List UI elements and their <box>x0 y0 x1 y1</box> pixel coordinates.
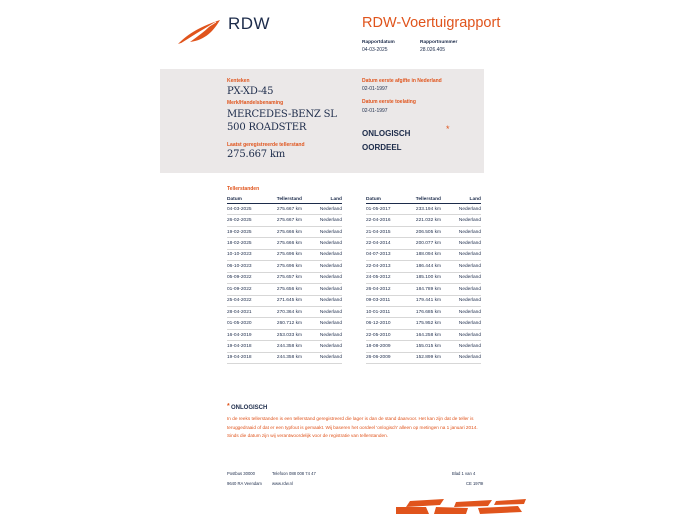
make-line-2: 500 ROADSTER <box>227 122 307 133</box>
cell-odometer: 221.032 km <box>406 215 441 226</box>
report-date-value: 04-03-2025 <box>362 47 388 53</box>
first-admission-label: Datum eerste toelating <box>362 99 416 105</box>
cell-odometer: 260.712 km <box>267 318 302 329</box>
table-row <box>366 215 481 226</box>
table-row <box>227 238 342 249</box>
cell-country: Nederland <box>302 226 342 237</box>
cell-date: 22-04-2014 <box>366 238 406 249</box>
footer-phone: Telefoon 088 008 74 47 <box>272 471 316 476</box>
cell-date: 01-09-2022 <box>227 284 267 295</box>
verdict-line-2: OORDEEL <box>362 143 402 152</box>
cell-odometer: 270.364 km <box>267 306 302 317</box>
cell-date: 21-04-2015 <box>366 226 406 237</box>
first-admission-nl-label: Datum eerste afgifte in Nederland <box>362 78 442 84</box>
decorative-stripes-graphic <box>396 499 526 514</box>
cell-odometer: 275.656 km <box>267 284 302 295</box>
cell-odometer: 244.358 km <box>267 341 302 352</box>
table-row <box>366 238 481 249</box>
plate-value: PX-XD-45 <box>227 86 274 97</box>
cell-odometer: 176.685 km <box>406 306 441 317</box>
cell-odometer: 179.441 km <box>406 295 441 306</box>
cell-odometer: 186.444 km <box>406 261 441 272</box>
col-odo-header: Tellerstand <box>406 195 441 204</box>
last-odo-label: Laatst geregistreerde tellerstand <box>227 142 305 148</box>
cell-odometer: 275.696 km <box>267 249 302 260</box>
table-row <box>366 284 481 295</box>
cell-country: Nederland <box>302 238 342 249</box>
cell-date: 26-02-2025 <box>227 215 267 226</box>
table-row <box>366 204 481 215</box>
cell-date: 18-08-2009 <box>366 341 406 352</box>
cell-odometer: 185.100 km <box>406 272 441 283</box>
cell-odometer: 275.666 km <box>267 238 302 249</box>
readings-table-left <box>227 195 342 364</box>
table-row <box>366 329 481 340</box>
cell-odometer: 271.645 km <box>267 295 302 306</box>
cell-date: 18-02-2025 <box>227 238 267 249</box>
cell-date: 22-04-2016 <box>366 215 406 226</box>
cell-odometer: 164.258 km <box>406 329 441 340</box>
cell-country: Nederland <box>441 249 481 260</box>
cell-country: Nederland <box>441 215 481 226</box>
cell-date: 28-04-2021 <box>227 306 267 317</box>
table-row <box>227 261 342 272</box>
first-admission-value: 02-01-1997 <box>362 108 388 114</box>
cell-odometer: 275.666 km <box>267 226 302 237</box>
make-label: Merk/Handelsbenaming <box>227 100 284 106</box>
report-title: RDW-Voertuigrapport <box>362 15 501 31</box>
cell-date: 10-01-2011 <box>366 306 406 317</box>
cell-odometer: 188.094 km <box>406 249 441 260</box>
cell-country: Nederland <box>441 329 481 340</box>
cell-date: 10-10-2023 <box>227 249 267 260</box>
cell-odometer: 184.789 km <box>406 284 441 295</box>
table-row <box>227 329 342 340</box>
cell-odometer: 275.667 km <box>267 204 302 215</box>
table-row <box>366 295 481 306</box>
cell-date: 06-10-2023 <box>227 261 267 272</box>
brand-name: RDW <box>228 14 271 33</box>
cell-odometer: 206.505 km <box>406 226 441 237</box>
cell-country: Nederland <box>441 204 481 215</box>
table-row <box>227 341 342 352</box>
table-row <box>227 204 342 215</box>
cell-date: 24-05-2012 <box>366 272 406 283</box>
report-date-label: Rapportdatum <box>362 40 395 45</box>
vehicle-summary-panel <box>160 69 484 173</box>
cell-date: 04-03-2025 <box>227 204 267 215</box>
cell-country: Nederland <box>441 318 481 329</box>
report-number-label: Rapportnummer <box>420 40 458 45</box>
col-date-header: Datum <box>227 195 267 204</box>
footer-web-link[interactable]: www.rdw.nl <box>272 481 293 486</box>
cell-country: Nederland <box>441 284 481 295</box>
cell-date: 26-04-2012 <box>366 284 406 295</box>
note-title: ONLOGISCH <box>231 405 268 411</box>
footer-postbus: Postbus 30000 <box>227 471 255 476</box>
footer-code: CE 1979I <box>466 481 484 486</box>
cell-country: Nederland <box>441 238 481 249</box>
cell-country: Nederland <box>441 226 481 237</box>
cell-country: Nederland <box>302 295 342 306</box>
cell-date: 05-09-2022 <box>227 272 267 283</box>
cell-date: 25-04-2022 <box>227 295 267 306</box>
cell-odometer: 275.657 km <box>267 272 302 283</box>
table-row <box>366 318 481 329</box>
verdict-line-1: ONLOGISCH <box>362 129 411 138</box>
cell-country: Nederland <box>302 329 342 340</box>
rdw-feather-logo-icon <box>176 18 222 46</box>
note-asterisk: * <box>227 403 230 410</box>
last-odo-value: 275.667 km <box>227 149 286 160</box>
cell-country: Nederland <box>302 215 342 226</box>
readings-table-right <box>366 195 481 364</box>
cell-date: 01-05-2017 <box>366 204 406 215</box>
first-admission-nl-value: 02-01-1997 <box>362 86 388 92</box>
cell-odometer: 175.952 km <box>406 318 441 329</box>
cell-date: 06-12-2010 <box>366 318 406 329</box>
table-row <box>366 226 481 237</box>
table-row <box>366 352 481 363</box>
cell-date: 04-07-2013 <box>366 249 406 260</box>
table-row <box>227 295 342 306</box>
cell-odometer: 233.194 km <box>406 204 441 215</box>
cell-country: Nederland <box>302 318 342 329</box>
table-row <box>227 284 342 295</box>
cell-country: Nederland <box>302 249 342 260</box>
cell-date: 19-04-2018 <box>227 352 267 363</box>
footer-city: 9640 RA Veendam <box>227 481 262 486</box>
cell-country: Nederland <box>441 261 481 272</box>
table-row <box>227 318 342 329</box>
cell-country: Nederland <box>302 284 342 295</box>
cell-date: 09-03-2011 <box>366 295 406 306</box>
cell-date: 01-05-2020 <box>227 318 267 329</box>
cell-date: 22-05-2010 <box>366 329 406 340</box>
plate-label: Kenteken <box>227 78 250 84</box>
table-row <box>366 341 481 352</box>
cell-country: Nederland <box>302 204 342 215</box>
readings-title: Tellerstanden <box>227 186 260 192</box>
note-text: In de reeks tellerstanden is een tellerstand geregistreerd die lager is dan de stand daarvoor. Het kan zijn dat de teller is teruggedraaid of dat er een typfout is gemaakt. Wij baseren het oordeel 'onlogisch' alleen op metingen na 1 januari 2014. Sinds die datum zijn wij verantwoordelijk voor de registratie van tellerstanden. <box>227 416 478 438</box>
cell-country: Nederland <box>441 295 481 306</box>
cell-date: 19-02-2025 <box>227 226 267 237</box>
cell-odometer: 152.899 km <box>406 352 441 363</box>
table-row <box>227 306 342 317</box>
table-row <box>366 249 481 260</box>
report-number-value: 28.026.405 <box>420 47 446 53</box>
cell-date: 19-04-2018 <box>227 341 267 352</box>
cell-date: 26-06-2009 <box>366 352 406 363</box>
col-odo-header: Tellerstand <box>267 195 302 204</box>
cell-country: Nederland <box>302 352 342 363</box>
cell-country: Nederland <box>441 306 481 317</box>
table-header-row <box>366 195 481 204</box>
odometer-verdict <box>362 127 410 155</box>
col-date-header: Datum <box>366 195 406 204</box>
cell-country: Nederland <box>302 341 342 352</box>
footer-page-number: Blad 1 van 4 <box>452 471 476 476</box>
cell-country: Nederland <box>441 341 481 352</box>
cell-country: Nederland <box>441 272 481 283</box>
col-country-header: Land <box>441 195 481 204</box>
cell-country: Nederland <box>441 352 481 363</box>
table-row <box>227 272 342 283</box>
cell-odometer: 275.696 km <box>267 261 302 272</box>
cell-date: 22-04-2013 <box>366 261 406 272</box>
table-row <box>366 272 481 283</box>
cell-odometer: 200.077 km <box>406 238 441 249</box>
make-line-1: MERCEDES-BENZ SL <box>227 109 337 120</box>
col-country-header: Land <box>302 195 342 204</box>
cell-odometer: 155.015 km <box>406 341 441 352</box>
table-row <box>227 215 342 226</box>
cell-odometer: 275.667 km <box>267 215 302 226</box>
cell-odometer: 253.033 km <box>267 329 302 340</box>
table-row <box>366 306 481 317</box>
cell-country: Nederland <box>302 306 342 317</box>
cell-country: Nederland <box>302 272 342 283</box>
cell-date: 16-04-2019 <box>227 329 267 340</box>
cell-odometer: 244.358 km <box>267 352 302 363</box>
cell-country: Nederland <box>302 261 342 272</box>
table-row <box>227 226 342 237</box>
table-row <box>227 249 342 260</box>
table-row <box>227 352 342 363</box>
verdict-asterisk: * <box>446 124 450 134</box>
table-header-row <box>227 195 342 204</box>
table-row <box>366 261 481 272</box>
